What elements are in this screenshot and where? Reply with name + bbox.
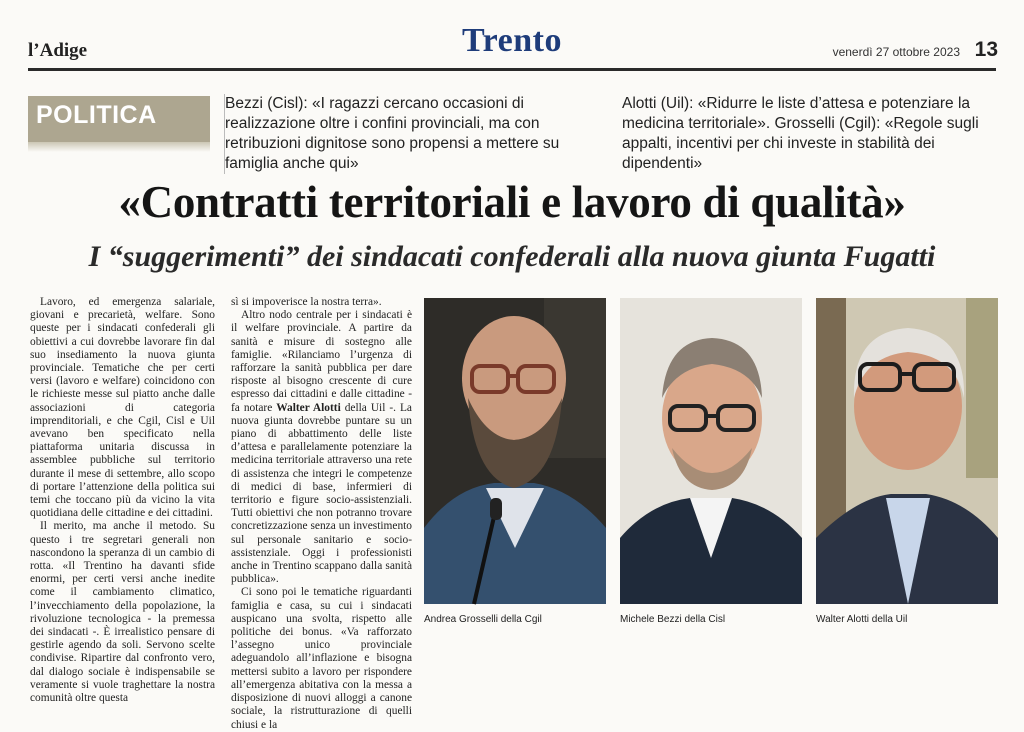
issue-date: venerdì 27 ottobre 2023 [832,45,960,59]
photo-alotti [816,298,998,604]
paragraph: Il merito, ma anche il metodo. Su questo i tre segretari generali non nascondono la speranza di un cambio di rotta. «Il Trentino ha davanti sfide enormi, per certi versi anche inedite come il cambiamento climatico, l’invecchiamento della popolazione, la rivoluzione tecnologica - la premessa dei sindacati -. È irrealistico pensare di gestirle agendo da soli. Servono scelte condivise. Ripartire dal confronto vero, dal dialogo sociale è indispensabile se veramente si vuole traghettare la nostra comunità oltre questa [30,520,215,705]
section-title: Trento [462,22,562,59]
article-column-1 [30,296,215,705]
article-column-2 [231,296,412,731]
headline: «Contratti territoriali e lavoro di qualità» [118,177,906,227]
paragraph: sì si impoverisce la nostra terra». [231,296,382,308]
text-run: Altro nodo centrale per i sindacati è il welfare provinciale. A partire da sanità e misure di sostegno alle famiglie. «Rilanciamo l’urgenza di rafforzare la sanità pubblica per dare risposte al bisogno crescente di cure espresso dai cittadini e dalle cittadine - fa notare [231,309,412,414]
portrait-bezzi [620,298,802,604]
paragraph: Ci sono poi le tematiche riguardanti famiglia e casa, su cui i sindacati auspicano una svolta, rispetto alle politiche dei bonus. «Va rafforzato l’assegno unico provinciale adeguandolo all’inflazione e bisogna mettersi subito a lavoro per rispondere all’emergenza abitativa con la messa a disposizione di nuovi alloggi a canone sociale, la ristrutturazione di quelli chiusi e la [231,586,412,731]
portrait-alotti [816,298,998,604]
paragraph [231,309,412,586]
text-run: della Uil -. La nuova giunta dovrebbe puntare su un piano di abbattimento delle liste d’attesa e parallelamente potenziare la medicina territoriale attraverso una rete di assistenza che integri le competenze di medici di base, infermieri di territorio e figure socio-assistenziali. Tutti obiettivi che non potranno trovare concretizzazione senza un investimento sul personale sanitario e socio-assistenziale. Oggi i professionisti anche in Trentino scappano dalla sanità pubblica». [231,401,412,586]
masthead-rule [28,68,996,71]
section-kicker [28,96,210,142]
photo-bezzi [620,298,802,604]
portrait-grosselli [424,298,606,604]
kicker-label: POLITICA [36,101,157,129]
photo-caption: Walter Alotti della Uil [816,614,908,625]
page-number: 13 [974,38,998,61]
quote-bezzi: Bezzi (Cisl): «I ragazzi cercano occasioni di realizzazione oltre i confini provinciali, ma con retribuzioni dignitose sono propensi a mettere su famiglia anche qui» [224,94,608,174]
photo-grosselli [424,298,606,604]
paragraph: Lavoro, ed emergenza salariale, giovani e precarietà, welfare. Sono queste per i sindacati confederali gli obiettivi a cui dovrebbe lavorare fin dal suo insediamento la nuova giunta provinciale. Tematiche che per certi versi (lavoro e welfare) coincidono con le richieste messe sul piatto anche dalle associazioni di categoria imprenditoriali, e che Cgil, Cisl e Uil avevano ben specificato nella piattaforma unitaria discussa in assemblee pubbliche sul territorio durante il mese di settembre, allo scopo di portare l’attenzione della politica sui temi che toccano più da vicino la vita quotidiana delle cittadine e dei cittadini. [30,296,215,520]
quote-alotti-grosselli: Alotti (Uil): «Ridurre le liste d’attesa e potenziare la medicina territoriale». Grosselli (Cgil): «Regole sugli appalti, incentivi per chi investe in stabilità dei dipendenti» [622,95,979,172]
newspaper-logo: l’Adige [28,40,88,61]
photo-caption: Andrea Grosselli della Cgil [424,614,542,625]
kicker-decoration [28,142,210,152]
person-name: Walter Alotti [276,401,341,414]
photo-caption: Michele Bezzi della Cisl [620,614,726,625]
masthead [0,0,1024,72]
subheadline: I “suggerimenti” dei sindacati confederali alla nuova giunta Fugatti [88,240,936,273]
